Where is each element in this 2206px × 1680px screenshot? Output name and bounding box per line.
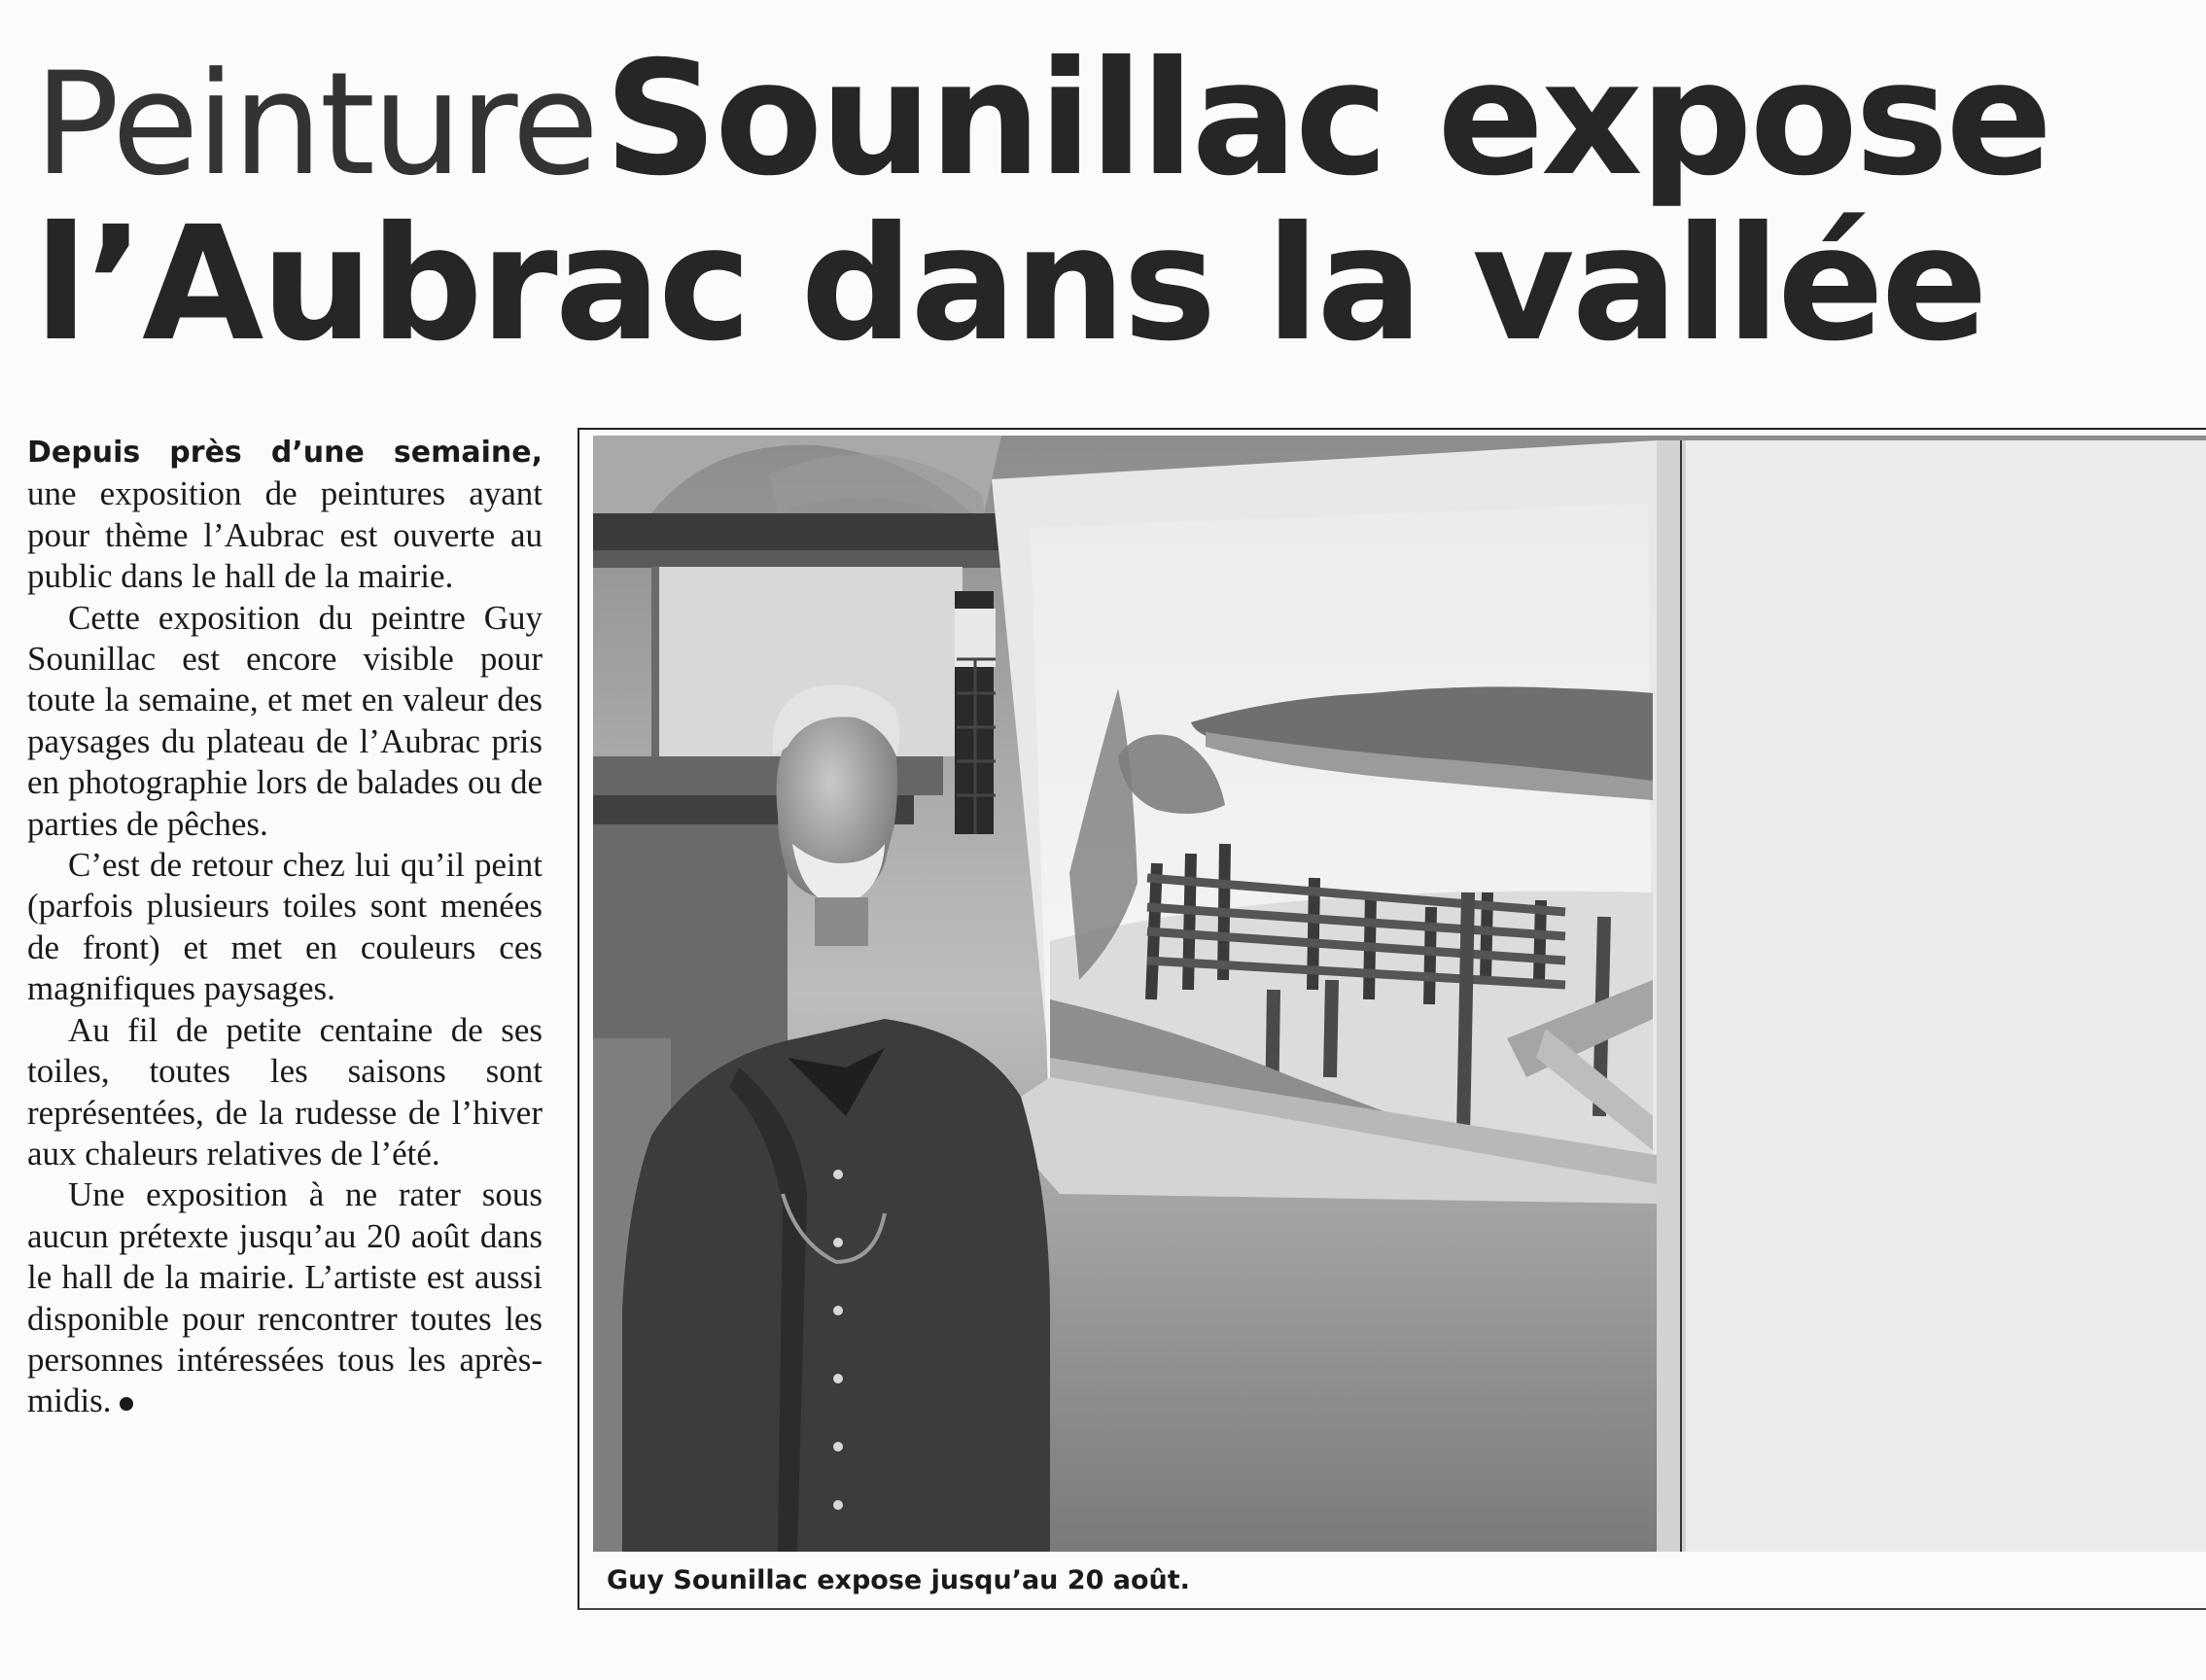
article-paragraph-5 [27, 1174, 543, 1421]
article-paragraph-1 [27, 431, 543, 598]
end-mark-icon [120, 1397, 133, 1411]
article-paragraph-4: Au fil de petite centaine de ses toiles, toutes les saisons sont représentées, de la rudesse de l’hiver aux chaleurs relatives de l’été. [27, 1010, 543, 1172]
article-body [27, 431, 543, 1422]
headline [34, 28, 2153, 376]
photo-caption: Guy Sounillac expose jusqu’au 20 août. [607, 1565, 1190, 1595]
headline-title-part-1: Sounillac expose [604, 28, 2050, 211]
article-paragraph-1-text: une exposition de peintures ayant pour thème l’Aubrac est ouverte au public dans le hall de la mairie. [27, 474, 543, 596]
photo-image [593, 436, 2206, 1552]
article-lead: Depuis près d’une semaine, [27, 436, 543, 470]
photo [593, 436, 2206, 1552]
photo-frame [578, 428, 2206, 1610]
article-paragraph-2: Cette exposition du peintre Guy Sounillac est encore visible pour toute la semaine, et met en valeur des paysages du plateau de l’Aubrac pris en photographie lors de balades ou de parties de pêches. [27, 598, 543, 843]
headline-kicker: Peinture [34, 42, 597, 207]
headline-title-part-2: l’Aubrac dans la vallée [34, 193, 1985, 376]
headline-line-1 [34, 28, 2153, 211]
article-paragraph-5-text: Une exposition à ne rater sous aucun prétexte jusqu’au 20 août dans le hall de la mairie. L’artiste est aussi disponible pour rencontrer toutes les personnes intéressées tous les après-midis. [27, 1175, 543, 1420]
article-paragraph-3: C’est de retour chez lui qu’il peint (parfois plusieurs toiles sont menées de front) et met en couleurs ces magnifiques paysages. [27, 846, 543, 1008]
